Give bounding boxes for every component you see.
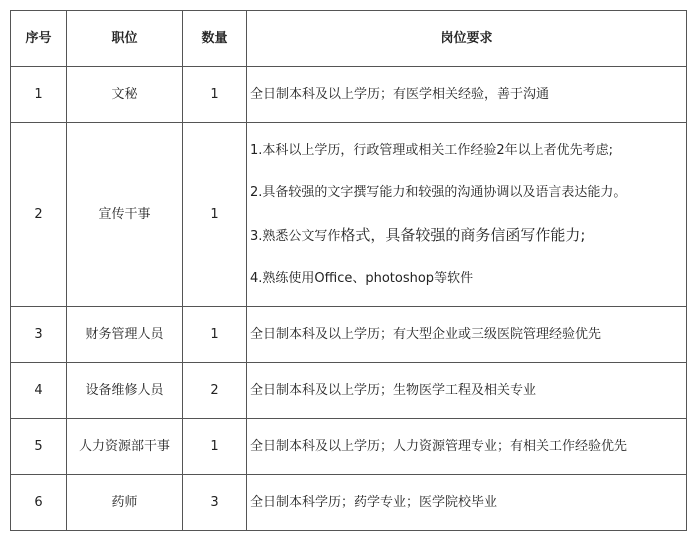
header-position: 职位 — [67, 11, 183, 67]
job-requirements-table — [10, 10, 687, 531]
row-count: 2 — [183, 363, 247, 419]
row-position: 文秘 — [67, 67, 183, 123]
row-position: 宣传干事 — [67, 123, 183, 307]
row-count: 1 — [183, 419, 247, 475]
row-requirements — [247, 123, 687, 307]
row-position: 人力资源部干事 — [67, 419, 183, 475]
table-row — [11, 307, 687, 363]
row-requirements — [247, 363, 687, 419]
row-requirements — [247, 307, 687, 363]
table-row — [11, 67, 687, 123]
row-position: 药师 — [67, 475, 183, 531]
row-index: 5 — [11, 419, 67, 475]
row-index: 4 — [11, 363, 67, 419]
row-requirements — [247, 419, 687, 475]
requirement-line: 2.具备较强的文字撰写能力和较强的沟通协调以及语言表达能力。 — [250, 184, 627, 200]
requirement-line: 全日制本科及以上学历；有大型企业或三级医院管理经验优先 — [250, 326, 602, 342]
row-count: 3 — [183, 475, 247, 531]
requirement-line — [250, 226, 686, 246]
row-requirements — [247, 475, 687, 531]
table-row — [11, 363, 687, 419]
table-row — [11, 475, 687, 531]
row-index: 1 — [11, 67, 67, 123]
row-position: 设备维修人员 — [67, 363, 183, 419]
requirement-line: 全日制本科及以上学历；人力资源管理专业；有相关工作经验优先 — [250, 438, 628, 454]
row-requirements — [247, 67, 687, 123]
row-index: 3 — [11, 307, 67, 363]
requirement-text: 3.熟悉公文写作 — [250, 228, 341, 244]
header-index: 序号 — [11, 11, 67, 67]
row-position: 财务管理人员 — [67, 307, 183, 363]
requirement-line: 全日制本科及以上学历；有医学相关经验，善于沟通 — [250, 86, 550, 102]
job-table-container — [10, 10, 687, 531]
table-row — [11, 419, 687, 475]
row-count: 1 — [183, 67, 247, 123]
requirement-line: 全日制本科学历；药学专业；医学院校毕业 — [250, 494, 498, 510]
row-index: 6 — [11, 475, 67, 531]
row-count: 1 — [183, 123, 247, 307]
requirement-line: 4.熟练使用Office、photoshop等软件 — [250, 270, 474, 286]
header-requirements: 岗位要求 — [247, 11, 687, 67]
requirement-emphasis: 格式，具备较强的商务信函写作能力; — [340, 225, 586, 244]
row-index: 2 — [11, 123, 67, 307]
table-header-row — [11, 11, 687, 67]
requirement-line: 1.本科以上学历，行政管理或相关工作经验2年以上者优先考虑; — [250, 142, 614, 158]
table-row — [11, 123, 687, 307]
header-count: 数量 — [183, 11, 247, 67]
requirement-line: 全日制本科及以上学历；生物医学工程及相关专业 — [250, 382, 537, 398]
row-count: 1 — [183, 307, 247, 363]
